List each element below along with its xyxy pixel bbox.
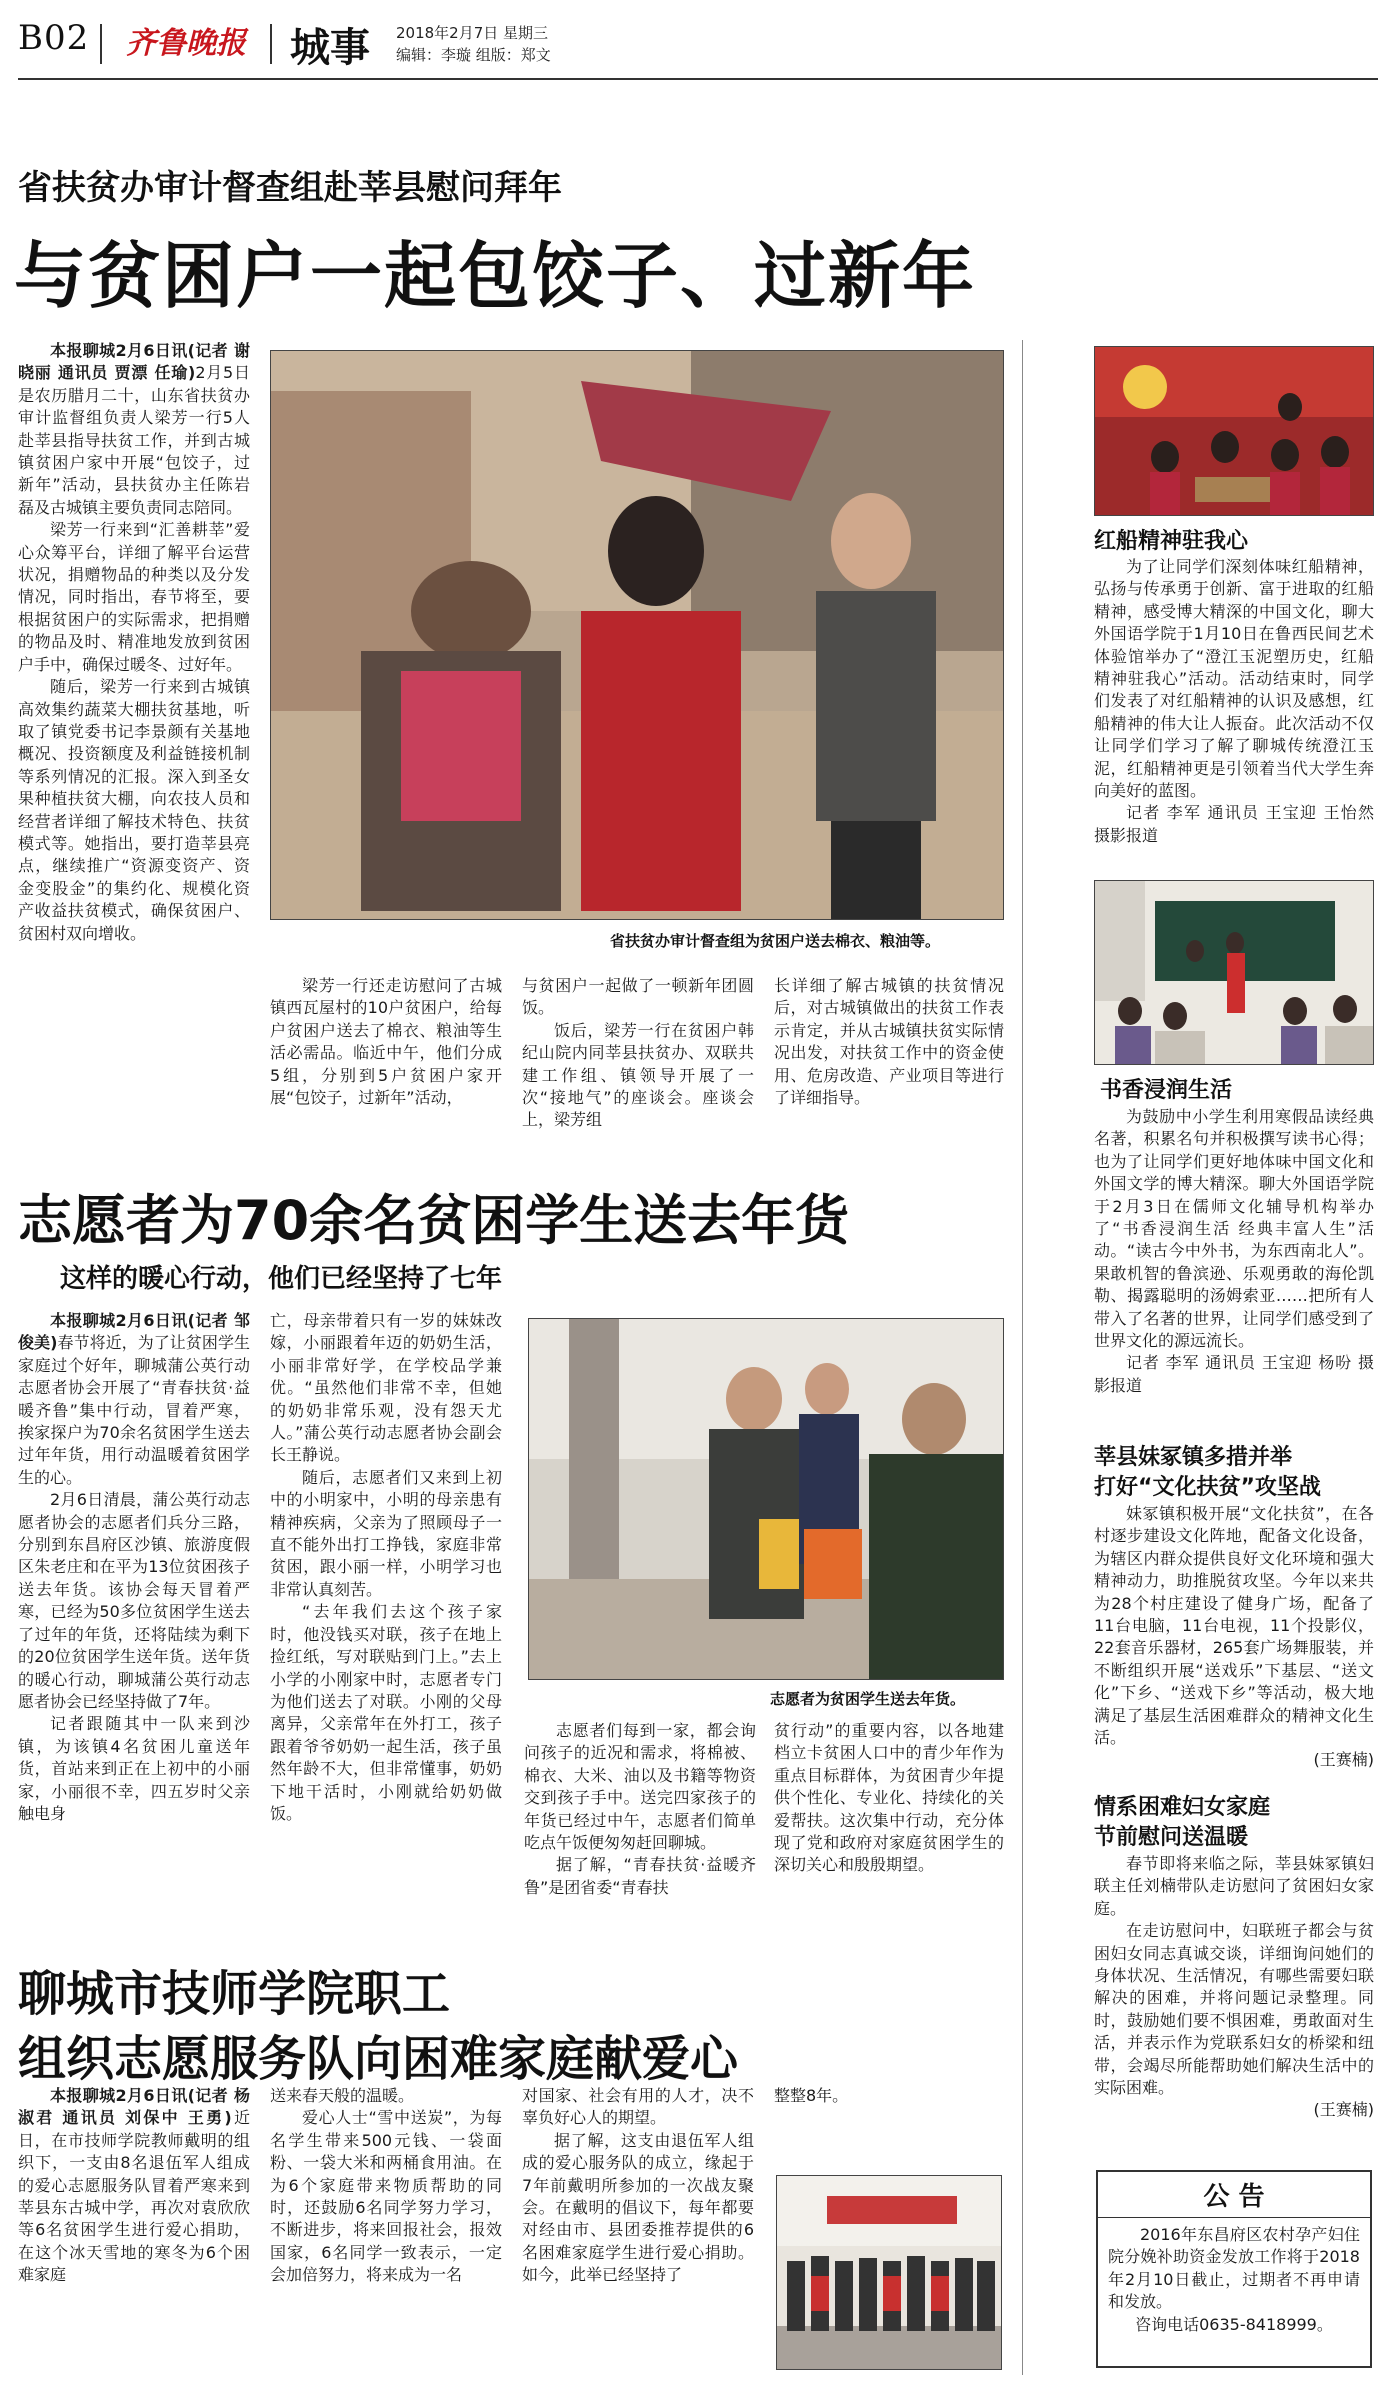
article2-photo — [528, 1318, 1004, 1680]
sidebar-item3-title-line1: 莘县妹冢镇多措并举 — [1094, 1445, 1293, 1470]
article3-text: 据了解，这支由退伍军人组成的爱心服务队的成立，缘起于7年前戴明所参加的一次战友聚会。在戴明的倡议下，每年都要对经由市、县团委推荐提供的6名困难家庭学生进行爱心捐助。如今，此举已经坚持了 — [522, 2130, 754, 2285]
article1-text: 长详细了解古城镇的扶贫情况后，对古城镇做出的扶贫工作表示肯定，并从古城镇扶贫实际情况出发，对扶贫工作中的资金使用、危房改造、产业项目等进行了详细指导。 — [774, 976, 1004, 1108]
article1-text: 梁芳一行来到“汇善耕莘”爱心众筹平台，详细了解平台运营状况，捐赠物品的种类以及分发情况，同时指出，春节将至，要根据贫困户的实际需求，把捐赠的物品及时、精准地发放到贫困户手中，确保过暖冬、过好年。 — [18, 520, 250, 674]
article1-text: 饭后，梁芳一行在贫困户韩纪山院内同莘县扶贫办、双联共建工作组、镇领导开展了一次“接地气”的座谈会。座谈会上，梁芳组 — [522, 1020, 754, 1130]
article1-lead: 本报聊城2月6日讯(记者 谢晓丽 通讯员 贾漂 任瑜) — [18, 341, 250, 383]
article1-column-4 — [774, 975, 1004, 1109]
sidebar-item1-body — [1094, 556, 1374, 847]
article2-text: 2月6日清晨，蒲公英行动志愿者协会的志愿者们兵分三路，分别到东昌府区沙镇、旅游度假区朱老庄和在平为13位贫困孩子送去年货。该协会每天冒着严寒，已经为50多位贫困学生送去了过年的年货，还将陆续为剩下的20位贫困学生送年货。送年货的暖心行动，聊城蒲公英行动志愿者协会已经坚持做了7年。 — [18, 1490, 250, 1711]
article3-column-2 — [270, 2085, 502, 2287]
sidebar-item2-title: 书香浸润生活 — [1100, 1078, 1233, 1103]
article3-lead: 本报聊城2月6日讯(记者 杨淑君 通讯员 刘保中 王勇) — [18, 2086, 250, 2128]
article2-text: 记者跟随其中一队来到沙镇，为该镇4名贫困儿童送年货，首站来到正在上初中的小丽家，小丽很不幸，四五岁时父亲触电身 — [18, 1714, 250, 1823]
notice-text: 2016年东昌府区农村孕产妇住院分娩补助资金发放工作将于2018年2月10日截止，过期者不再申请和发放。 — [1108, 2225, 1360, 2312]
article3-text: 近日，在市技师学院教师戴明的组织下，一支由8名退伍军人组成的爱心志愿服务队冒着严寒来到莘县东古城中学，再次对袁欣欣等6名贫困学生进行爱心捐助，在这个冰天雪地的寒冬为6个困难家庭 — [18, 2108, 250, 2285]
article3-column-3 — [522, 2085, 754, 2287]
page-header — [18, 14, 1378, 74]
sidebar-item4-title-line2: 节前慰问送温暖 — [1094, 1825, 1249, 1850]
article2-text: “去年我们去这个孩子家时，他没钱买对联，孩子在地上捡红纸，写对联贴到门上。”去上小学的小刚家中时，志愿者专门为他们送去了对联。小刚的父母离异，父亲常年在外打工，孩子跟着爷爷奶奶一起生活，孩子虽然年龄不大，但非常懂事，奶奶下地干活时，小刚就给奶奶做饭。 — [270, 1602, 502, 1823]
article2-column-3 — [524, 1720, 756, 1899]
sidebar-text: 春节即将来临之际，莘县妹冢镇妇联主任刘楠带队走访慰问了贫困妇女家庭。 — [1094, 1854, 1374, 1918]
newspaper-logo: 齐鲁晚报 — [126, 26, 246, 61]
header-rule — [18, 78, 1378, 80]
article1-text: 随后，梁芳一行来到古城镇高效集约蔬菜大棚扶贫基地，听取了镇党委书记李景颜有关基地概况、投资额度及利益链接机制等系列情况的汇报。深入到圣女果种植扶贫大棚，向农技人员和经营者详细了解技术特色、扶贫模式等。她指出，要打造莘县亮点，继续推广“资源变资产、资金变股金”的集约化、规模化资产收益扶贫模式，确保贫困户、贫困村双向增收。 — [18, 677, 250, 943]
article2-text: 春节将近，为了让贫困学生家庭过个好年，聊城蒲公英行动志愿者协会开展了“青春扶贫·益暖齐鲁”集中行动，冒着严寒，挨家探户为70余名贫困学生送去过年年货，用行动温暖着贫困学生的心。 — [18, 1333, 250, 1487]
editor-line: 编辑：李璇 组版：郑文 — [396, 46, 551, 64]
date-line: 2018年2月7日 星期三 — [396, 24, 549, 42]
article1-headline: 与贫困户一起包饺子、过新年 — [14, 234, 977, 318]
sidebar-photo-1 — [1094, 346, 1374, 516]
sidebar-item4-title-line1: 情系困难妇女家庭 — [1094, 1795, 1271, 1820]
article3-column-4 — [774, 2085, 1004, 2107]
article1-text: 2月5日是农历腊月二十，山东省扶贫办审计监督组负责人梁芳一行5人赴莘县指导扶贫工作，并到古城镇贫困户家中开展“包饺子，过新年”活动，县扶贫办主任陈岩磊及古城镇主要负责同志陪同。 — [18, 363, 250, 517]
notice-body — [1098, 2218, 1370, 2342]
sidebar-text: 为了让同学们深刻体味红船精神，弘扬与传承勇于创新、富于进取的红船精神，感受博大精深的中国文化，聊大外国语学院于1月10日在鲁西民间艺术体验馆举办了“澄江玉泥塑历史，红船精神驻我心”活动。活动结束时，同学们发表了对红船精神的认识及感想，红船精神的伟大让人振奋。此次活动不仅让同学们学习了解了聊城传统澄江玉泥，红船精神更是引领着当代大学生奔向美好的蓝图。 — [1094, 557, 1374, 801]
article2-photo-caption: 志愿者为贫困学生送去年货。 — [770, 1690, 966, 1708]
article3-text: 整整8年。 — [774, 2086, 849, 2105]
article3-text: 爱心人士“雪中送炭”，为每名学生带来500元钱、一袋面粉、一袋大米和两桶食用油。在为6个家庭带来物质帮助的同时，还鼓励6名同学努力学习，不断进步，将来回报社会，报效国家，6名同学一致表示，一定会加倍努力，将来成为一名 — [270, 2108, 502, 2285]
article1-photo-caption: 省扶贫办审计督查组为贫困户送去棉衣、粮油等。 — [610, 932, 941, 950]
article1-kicker: 省扶贫办审计督查组赴莘县慰问拜年 — [18, 168, 562, 208]
sidebar-text: 为鼓励中小学生利用寒假品读经典名著，积累名句并积极撰写读书心得；也为了让同学们更好地体味中国文化和外国文学的博大精深。聊大外国语学院于2月3日在儒师文化辅导机构举办了“书香浸润生活 经典丰富人生”活动。“读古今中外书，为东西南北人”。果敢机智的鲁滨逊、乐观勇敢的海伦凯勒、揭露聪明的汤姆索亚……把所有人带入了名著的世界，让同学们感受到了世界文化的源远流长。 — [1094, 1107, 1374, 1351]
page-number: B02 — [18, 18, 90, 58]
article3-text: 送来春天般的温暖。 — [270, 2086, 415, 2105]
sidebar-item3-body — [1094, 1503, 1374, 1772]
article2-column-1 — [18, 1310, 250, 1825]
sidebar-byline: (王赛楠) — [1313, 1750, 1374, 1770]
article1-text: 与贫困户一起做了一顿新年团圆饭。 — [522, 976, 754, 1018]
article2-subhead: 这样的暖心行动，他们已经坚持了七年 — [60, 1264, 503, 1294]
photo-classroom — [1095, 881, 1374, 1065]
article2-text: 贫行动”的重要内容，以各地建档立卡贫困人口中的青少年作为重点目标群体，为贫困青少年提供个性化、专业化、持续化的关爱帮扶。这次集中行动，充分体现了党和政府对家庭贫困学生的深切关心和殷殷期望。 — [774, 1721, 1004, 1875]
header-divider — [100, 24, 102, 64]
photo-volunteers-clothing — [271, 351, 1004, 920]
notice-box — [1096, 2170, 1372, 2368]
sidebar-item2-body — [1094, 1106, 1374, 1397]
article1-text: 梁芳一行还走访慰问了古城镇西瓦屋村的10户贫困户，给每户贫困户送去了棉衣、粮油等生活必需品。临近中午，他们分成5组，分别到5户贫困户家开展“包饺子，过新年”活动， — [270, 976, 502, 1108]
photo-volunteers-goods — [529, 1319, 1004, 1680]
notice-phone: 咨询电话0635-8418999。 — [1135, 2314, 1333, 2334]
photo-group-donation — [777, 2176, 1002, 2370]
header-meta — [396, 22, 551, 66]
sidebar-byline: 记者 李军 通讯员 王宝迎 杨吩 摄影报道 — [1094, 1353, 1374, 1395]
sidebar-photo-2 — [1094, 880, 1374, 1065]
article2-text: 志愿者们每到一家，都会询问孩子的近况和需求，将棉被、棉衣、大米、油以及书籍等物资交到孩子手中。送完四家孩子的年货已经过中午，志愿者们简单吃点午饭便匆匆赶回聊城。 — [524, 1721, 756, 1853]
article2-text: 据了解，“青春扶贫·益暖齐鲁”是团省委“青春扶 — [524, 1855, 756, 1897]
notice-title: 公 告 — [1098, 2176, 1370, 2218]
sidebar-item4-body — [1094, 1853, 1374, 2122]
article2-column-2 — [270, 1310, 502, 1825]
sidebar-item1-title: 红船精神驻我心 — [1094, 529, 1249, 554]
article3-photo — [776, 2175, 1002, 2370]
article1-photo — [270, 350, 1004, 920]
photo-red-boat — [1095, 347, 1374, 516]
sidebar-byline: 记者 李军 通讯员 王宝迎 王怡然 摄影报道 — [1094, 803, 1374, 845]
sidebar-text: 妹冢镇积极开展“文化扶贫”，在各村逐步建设文化阵地，配备文化设备，为辖区内群众提供良好文化环境和强大精神动力，助推脱贫攻坚。今年以来共为28个村庄建设了健身广场，配备了11台电脑，11台电视，11个投影仪，22套音乐器材，265套广场舞服装，并不断组织开展“送戏乐”下基层、“送文化”下乡、“送戏下乡”等活动，极大地满足了基层生活困难群众的精神文化生活。 — [1094, 1504, 1374, 1748]
article2-text: 亡，母亲带着只有一岁的妹妹改嫁，小丽跟着年迈的奶奶生活，小丽非常好学，在学校品学兼优。“虽然他们非常不幸，但她的奶奶非常乐观，没有怨天尤人。”蒲公英行动志愿者协会副会长王静说。 — [270, 1311, 502, 1465]
article3-column-1 — [18, 2085, 250, 2287]
article2-text: 随后，志愿者们又来到上初中的小明家中，小明的母亲患有精神疾病，父亲为了照顾母子一直不能外出打工挣钱，家庭非常贫困，跟小丽一样，小明学习也非常认真刻苦。 — [270, 1467, 502, 1599]
article2-headline: 志愿者为70余名贫困学生送去年货 — [18, 1189, 850, 1252]
sidebar-divider — [1022, 340, 1023, 2375]
article2-lead: 本报聊城2月6日讯(记者 邹俊美) — [18, 1311, 250, 1353]
section-title: 城事 — [290, 25, 370, 71]
article1-column-1 — [18, 340, 250, 945]
article3-headline-line1: 聊城市技师学院职工 — [18, 1966, 451, 2022]
article3-text: 对国家、社会有用的人才，决不辜负好心人的期望。 — [522, 2086, 754, 2128]
article3-headline-line2: 组织志愿服务队向困难家庭献爱心 — [18, 2031, 739, 2087]
article2-column-4 — [774, 1720, 1004, 1877]
sidebar-byline: (王赛楠) — [1313, 2100, 1374, 2120]
header-divider — [270, 24, 272, 64]
sidebar-text: 在走访慰问中，妇联班子都会与贫困妇女同志真诚交谈，详细询问她们的身体状况、生活情况，有哪些需要妇联解决的困难，并将问题记录整理。同时，鼓励她们要不惧困难，勇敢面对生活，并表示作为党联系妇女的桥梁和纽带，会竭尽所能帮助她们解决生活中的实际困难。 — [1094, 1921, 1374, 2098]
article1-column-3 — [522, 975, 754, 1132]
article1-column-2 — [270, 975, 502, 1109]
sidebar-item3-title-line2: 打好“文化扶贫”攻坚战 — [1094, 1475, 1321, 1500]
